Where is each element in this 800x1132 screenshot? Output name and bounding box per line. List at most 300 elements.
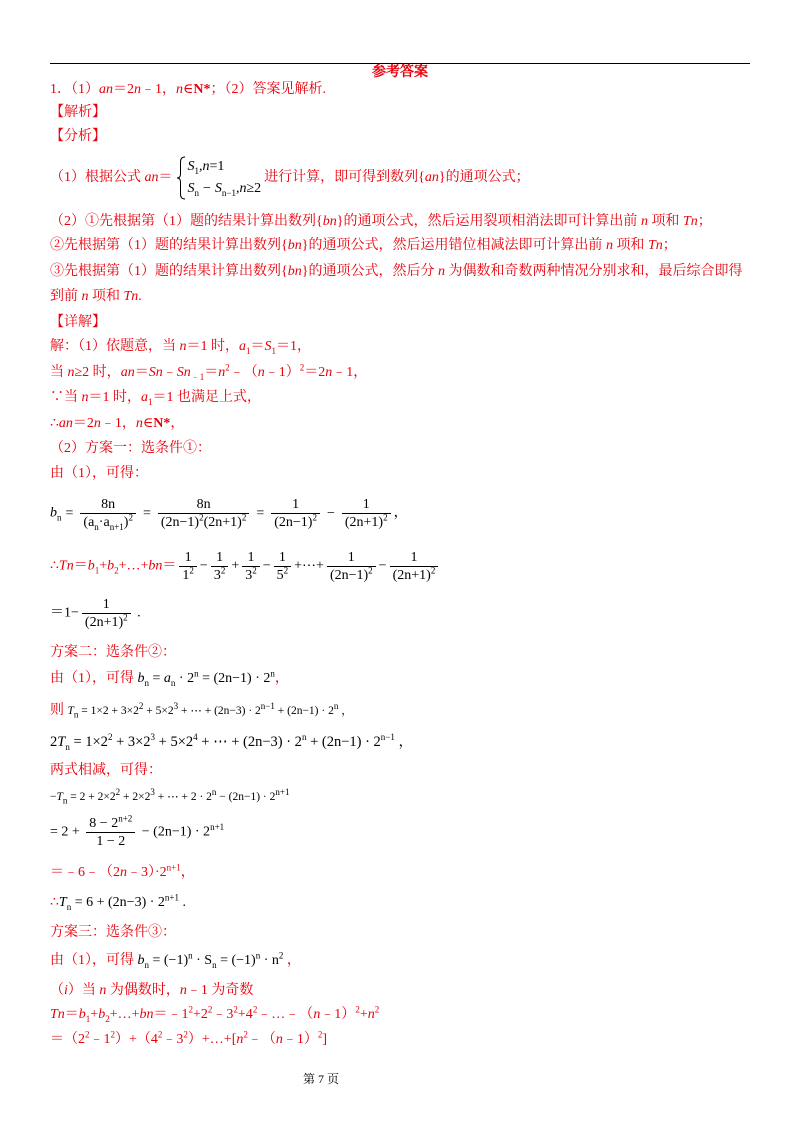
superscript: 3 — [173, 701, 179, 712]
subscript: n — [212, 959, 217, 970]
superscript: 2 — [312, 512, 317, 523]
superscript: n+1 — [166, 862, 181, 873]
text-run: ＝2 — [72, 416, 94, 431]
analysis-line-5 — [50, 288, 142, 306]
fraction-denominator — [80, 513, 136, 531]
math-var: n — [81, 289, 89, 304]
natural-number-set: N* — [193, 82, 211, 97]
superscript: n — [270, 668, 275, 679]
superscript: 2 — [374, 1004, 380, 1015]
text-run: − — [203, 181, 211, 196]
text-run: ·a — [98, 515, 110, 530]
text-run: ＝ — [64, 1007, 79, 1022]
text-run: ＝1 也满足上式， — [152, 390, 261, 405]
plan-two-result — [50, 894, 186, 912]
text-run: , — [235, 181, 240, 196]
math-var: n — [218, 365, 226, 380]
text-run: ＝ — [134, 365, 149, 380]
text-run: ﹣1 为奇数 — [186, 983, 254, 998]
math-var: b — [107, 558, 115, 574]
math-var: Tn — [58, 558, 74, 574]
superscript: 2 — [85, 1029, 90, 1040]
text-run: 到前 — [50, 289, 82, 304]
text-run: ）+…+[ — [187, 1032, 237, 1047]
superscript: 3 — [150, 732, 156, 743]
subscript: n — [194, 187, 199, 198]
section-label-detail — [50, 314, 106, 332]
fraction — [158, 496, 249, 531]
text-run: 1．（1） — [50, 82, 99, 97]
fraction-denominator — [211, 566, 229, 584]
plan-two-bn — [50, 670, 289, 688]
superscript: 2 — [189, 565, 194, 576]
superscript: 2 — [123, 612, 128, 623]
text-run: ) — [123, 515, 129, 530]
math-var: n — [179, 983, 187, 998]
text-run: ； — [662, 238, 677, 253]
text-run: (2n+1) — [344, 515, 384, 530]
text-run: 项和 — [612, 238, 648, 253]
formula-geometric-sum — [50, 815, 224, 850]
formula-tn-result — [50, 596, 141, 631]
text-run: . — [138, 289, 142, 304]
text-run: (a — [83, 515, 95, 530]
superscript: 2 — [243, 1029, 248, 1040]
formula — [137, 668, 275, 688]
plan-two-heading — [50, 644, 176, 662]
superscript: 2 — [368, 565, 373, 576]
solution-line-3 — [50, 389, 261, 407]
text-run: ﹣1） — [320, 1007, 356, 1022]
math-var: T — [67, 705, 74, 717]
fraction — [342, 496, 391, 531]
page-title: 参考答案 — [372, 65, 428, 80]
math-var: b — [87, 558, 95, 574]
superscript: n — [301, 732, 307, 743]
section-label-breakdown — [50, 128, 106, 146]
text-run: − — [326, 505, 335, 521]
cases-row — [188, 156, 262, 178]
superscript: 2 — [233, 1004, 238, 1015]
subscript: 1 — [194, 165, 199, 176]
math-var: Tn — [123, 289, 139, 304]
math-var: n — [176, 82, 183, 97]
analysis-line-3 — [50, 237, 677, 255]
text-run: ∴ — [50, 895, 59, 910]
text-run: ＝ — [204, 365, 219, 380]
math-var: S — [214, 181, 222, 196]
text-run: ， — [283, 953, 301, 968]
text-run: ）+（4 — [115, 1032, 158, 1047]
math-var: n — [120, 865, 127, 880]
text-run: ＝1， — [276, 339, 311, 354]
formula-neg-tn — [50, 788, 289, 806]
math-var: n — [640, 214, 648, 229]
subscript: 1 — [85, 1013, 91, 1024]
text-run: = — [149, 671, 164, 686]
text-run: (2n+1) — [203, 515, 242, 530]
fraction — [179, 549, 197, 584]
text-run: ] — [322, 1032, 328, 1047]
formula-simplified — [50, 864, 195, 882]
superscript: 2 — [220, 565, 226, 576]
superscript: n — [333, 701, 339, 712]
superscript: n+1 — [275, 787, 290, 798]
fraction-numerator: 1 — [216, 550, 224, 565]
fraction-denominator — [274, 566, 292, 584]
text-run: (2n+1) — [392, 568, 431, 583]
math-var: Tn — [682, 214, 698, 229]
solution-line-5 — [50, 465, 148, 483]
math-var: n — [275, 1032, 283, 1047]
text-run: 【分析】 — [50, 129, 106, 144]
text-run: ＝2 — [304, 365, 326, 380]
text-run: + 5×2 — [143, 705, 174, 717]
text-run: ∈ — [142, 416, 154, 431]
superscript: n — [255, 950, 261, 961]
math-var: n — [236, 1032, 244, 1047]
math-var: bn — [287, 264, 302, 279]
math-var: S — [264, 339, 272, 354]
text-run: 方案三：选条件③： — [50, 925, 176, 940]
superscript: 2 — [299, 362, 305, 373]
text-run: ＝1− — [50, 605, 79, 621]
text-run: ， — [170, 416, 185, 431]
superscript: 2 — [430, 565, 436, 576]
text-run: 由（1），可得： — [50, 466, 148, 481]
text-run: . — [178, 895, 186, 910]
superscript: 2 — [241, 512, 247, 523]
math-var: an — [58, 416, 73, 431]
math-var: n — [67, 365, 75, 380]
text-run: 8 − 2 — [89, 816, 119, 831]
text-run: + ⋯ + 2 · 2 — [154, 791, 212, 803]
text-run: − — [50, 791, 57, 803]
fraction-numerator — [86, 815, 135, 832]
text-run: . — [133, 605, 141, 621]
analysis-line-2 — [50, 213, 712, 231]
fraction-numerator: 1 — [102, 597, 110, 612]
math-var: T — [57, 734, 66, 750]
plan-one-heading — [50, 440, 211, 458]
formula — [67, 701, 353, 720]
subscript: 2 — [114, 565, 119, 576]
superscript: n+1 — [164, 892, 179, 903]
cases-row — [188, 178, 262, 200]
text-run: + 2×2 — [120, 791, 151, 803]
fraction — [80, 496, 136, 531]
text-run: + — [231, 558, 240, 574]
text-run: + 3×2 — [112, 734, 151, 750]
subscript: n — [66, 901, 72, 912]
superscript: n+1 — [210, 822, 225, 833]
math-var: bn — [139, 1007, 154, 1022]
superscript: n — [188, 950, 193, 961]
math-var: n — [179, 339, 187, 354]
fraction — [274, 549, 292, 584]
superscript: 2 — [317, 1029, 323, 1040]
text-run: 方案二：选条件②： — [50, 645, 176, 660]
subscript: n+1 — [109, 521, 124, 532]
fraction-denominator — [390, 566, 439, 584]
fraction-numerator: 8n — [196, 497, 211, 512]
superscript: n — [194, 668, 199, 679]
text-run: = (−1) — [216, 953, 256, 968]
superscript: 2 — [199, 512, 204, 523]
text-run: ， — [274, 671, 289, 686]
subscript: 1 — [94, 565, 100, 576]
text-run: , — [199, 159, 203, 174]
superscript: n — [211, 787, 217, 798]
text-run: − (2n−1) · 2 — [138, 824, 211, 840]
text-run: ＝1 时， — [88, 390, 141, 405]
superscript: n−1 — [380, 732, 395, 743]
math-var: n — [81, 390, 89, 405]
text-run: （2）方案一：选条件①： — [50, 441, 211, 456]
text-run: 由（1），可得 — [50, 953, 138, 968]
text-run: +2 — [193, 1007, 208, 1022]
analysis-line-4 — [50, 263, 742, 281]
formula-tn-sum — [50, 549, 441, 584]
case-even-grouping — [50, 1031, 327, 1049]
text-run: = (−1) — [149, 953, 189, 968]
math-var: b — [137, 953, 145, 968]
piecewise-cases — [176, 156, 262, 200]
math-var: n — [437, 264, 445, 279]
text-run: 项和 — [88, 289, 124, 304]
answer-summary-line — [50, 81, 326, 99]
subscript: n−1 — [221, 187, 236, 198]
math-var: S — [187, 159, 195, 174]
superscript: 2 — [383, 512, 388, 523]
solution-line-4 — [50, 415, 184, 433]
math-var: n — [257, 365, 265, 380]
text-run: 1 — [182, 568, 190, 583]
subscript: n — [144, 959, 149, 970]
text-run: 为偶数和奇数两种情况分别求和，最后综合即得 — [444, 264, 743, 279]
text-run: + ⋯ + (2n−3) · 2 — [178, 705, 261, 717]
text-run: 3 — [245, 568, 253, 583]
fraction-numerator: 1 — [184, 550, 192, 565]
math-var: a — [141, 390, 148, 405]
math-var: bn — [322, 214, 337, 229]
fraction-denominator — [342, 513, 391, 531]
text-run: + (2n−1) · 2 — [306, 734, 381, 750]
text-run: = 1×2 — [69, 734, 108, 750]
text-run: 则 — [50, 703, 68, 718]
subscript: n — [170, 677, 176, 688]
text-run: − — [378, 558, 387, 574]
text-run: ﹣3 — [162, 1032, 184, 1047]
math-var: n — [313, 1007, 321, 1022]
text-run: ≥2 — [246, 181, 262, 196]
solution-line-1 — [50, 338, 311, 356]
text-run: ， — [338, 705, 353, 717]
text-run: = — [65, 505, 74, 521]
math-var: n — [202, 159, 210, 174]
math-var: b — [98, 1007, 106, 1022]
fraction — [327, 549, 376, 584]
text-run: +⋯+ — [294, 558, 324, 574]
formula-bn-split — [50, 496, 408, 531]
fraction — [390, 549, 439, 584]
section-label-analysis — [50, 104, 106, 122]
subscript: n — [73, 709, 79, 720]
plan-three-bn — [50, 952, 301, 970]
text-run: ﹣3）·2 — [127, 865, 167, 880]
math-var: an — [144, 170, 159, 186]
fraction — [242, 549, 260, 584]
math-var: Tn — [647, 238, 663, 253]
text-run: ＝2 — [113, 82, 134, 97]
math-var: n — [93, 416, 101, 431]
solution-line-2 — [50, 364, 367, 382]
text-run: ；（2）答案见解析. — [210, 82, 326, 97]
text-run: + — [90, 1007, 99, 1022]
text-run: 5 — [276, 568, 284, 583]
text-run: ﹣1， — [332, 365, 368, 380]
fraction — [271, 496, 320, 531]
text-run: 进行计算，即可得到数列{ — [264, 170, 425, 186]
superscript: 2 — [110, 1029, 115, 1040]
superscript: n+2 — [118, 813, 133, 824]
fraction-numerator: 1 — [278, 550, 286, 565]
subscript: n — [94, 521, 99, 532]
text-run: (2n−1) — [329, 568, 369, 583]
text-run: ＝﹣6﹣（2 — [50, 865, 120, 880]
superscript: 2 — [107, 732, 113, 743]
subscript: ﹣1 — [190, 371, 205, 382]
fraction-denominator — [242, 566, 260, 584]
math-var: T — [56, 791, 63, 803]
subscript: n — [144, 677, 149, 688]
fraction-denominator — [82, 613, 131, 631]
text-run: = 6 + (2n−3) · 2 — [71, 895, 165, 910]
math-var: n — [239, 181, 247, 196]
superscript: 2 — [138, 701, 144, 712]
text-run: + ⋯ + (2n−3) · 2 — [197, 734, 302, 750]
text-run: 【解析】 — [50, 105, 106, 120]
text-run: 3 — [213, 568, 221, 583]
subscript: 2 — [105, 1013, 110, 1024]
math-var: b — [78, 1007, 86, 1022]
text-run: ∴ — [50, 416, 59, 431]
subscript: n — [62, 795, 68, 806]
fraction-denominator — [327, 566, 376, 584]
superscript: 2 — [157, 1029, 163, 1040]
superscript: 2 — [283, 565, 289, 576]
text-run: ﹣…﹣（ — [257, 1007, 314, 1022]
text-run: ﹣ — [162, 365, 177, 380]
fraction — [86, 815, 135, 850]
superscript: 2 — [252, 1004, 258, 1015]
math-var: T — [58, 895, 67, 910]
text-run: ﹣1 — [89, 1032, 111, 1047]
superscript: 2 — [355, 1004, 360, 1015]
text-run: (2n+1) — [84, 615, 124, 630]
text-run: · 2 — [175, 671, 195, 686]
superscript: 2 — [188, 1004, 193, 1015]
fraction-denominator: 1 − 2 — [86, 832, 135, 850]
text-run: （ — [50, 983, 64, 998]
text-run: （2）①先根据第（1）题的结果计算出数列{ — [50, 214, 323, 229]
superscript: 2 — [278, 950, 284, 961]
page-number: 第 7 页 — [303, 1072, 340, 1086]
text-run: + — [359, 1007, 368, 1022]
text-run: +4 — [237, 1007, 253, 1022]
math-var: n — [367, 1007, 375, 1022]
text-run: · S — [192, 953, 213, 968]
text-run: ＝ — [250, 339, 265, 354]
fraction-numerator: 1 — [347, 550, 355, 565]
text-run: ﹣3 — [212, 1007, 234, 1022]
text-run: ﹣1， — [141, 82, 176, 97]
text-run: （1）根据公式 — [50, 170, 145, 186]
text-run: + 5×2 — [155, 734, 194, 750]
text-run: 为偶数时， — [106, 983, 180, 998]
subscript: n — [57, 512, 62, 523]
text-run: ﹣（ — [229, 365, 258, 380]
text-run: − — [262, 558, 271, 574]
text-run: 【详解】 — [50, 315, 106, 330]
superscript: 2 — [128, 512, 133, 523]
superscript: n−1 — [260, 701, 275, 712]
fraction-numerator: 1 — [362, 497, 370, 512]
text-run: = 1×2 + 3×2 — [78, 705, 139, 717]
text-run: ﹣1） — [264, 365, 300, 380]
fraction — [82, 596, 131, 631]
plan-two-tn — [50, 702, 353, 720]
fraction-numerator: 1 — [247, 550, 255, 565]
math-var: Tn — [50, 1007, 65, 1022]
math-var: b — [137, 671, 145, 686]
case-even-sum — [50, 1006, 379, 1024]
case-even-heading — [50, 982, 253, 1000]
math-var: an — [120, 365, 135, 380]
plan-three-heading — [50, 924, 176, 942]
text-run: }的通项公式，然后运用裂项相消法即可计算出前 — [336, 214, 641, 229]
text-run: = — [256, 505, 265, 521]
math-var: n — [605, 238, 613, 253]
fraction-denominator — [271, 513, 320, 531]
text-run: 项和 — [647, 214, 683, 229]
formula — [58, 892, 186, 912]
text-run: = 2 + — [50, 824, 84, 840]
text-run: ＝1 时， — [186, 339, 239, 354]
text-run: + (2n−1) · 2 — [274, 705, 334, 717]
text-run: 2 — [50, 734, 58, 750]
math-var: a — [163, 671, 171, 686]
text-run: ）当 — [67, 983, 100, 998]
text-run: 两式相减，可得： — [50, 763, 162, 778]
text-run: +…+ — [109, 1007, 140, 1022]
text-run: ﹣1， — [100, 416, 136, 431]
math-var: b — [50, 505, 57, 521]
text-run: ， — [180, 865, 195, 880]
text-run: ≥2 时， — [74, 365, 121, 380]
text-run: }的通项公式，然后分 — [301, 264, 438, 279]
text-run: 解：（1）依题意，当 — [50, 339, 180, 354]
math-var: an — [99, 82, 113, 97]
text-run: ， — [393, 505, 408, 521]
superscript: 2 — [252, 565, 257, 576]
text-run: ＝ — [73, 558, 88, 574]
text-run: − (2n−1) · 2 — [216, 791, 276, 803]
text-run: +…+ — [118, 558, 149, 574]
text-run: (2n−1) — [274, 515, 313, 530]
text-run: · n — [260, 953, 279, 968]
fraction — [211, 549, 229, 584]
